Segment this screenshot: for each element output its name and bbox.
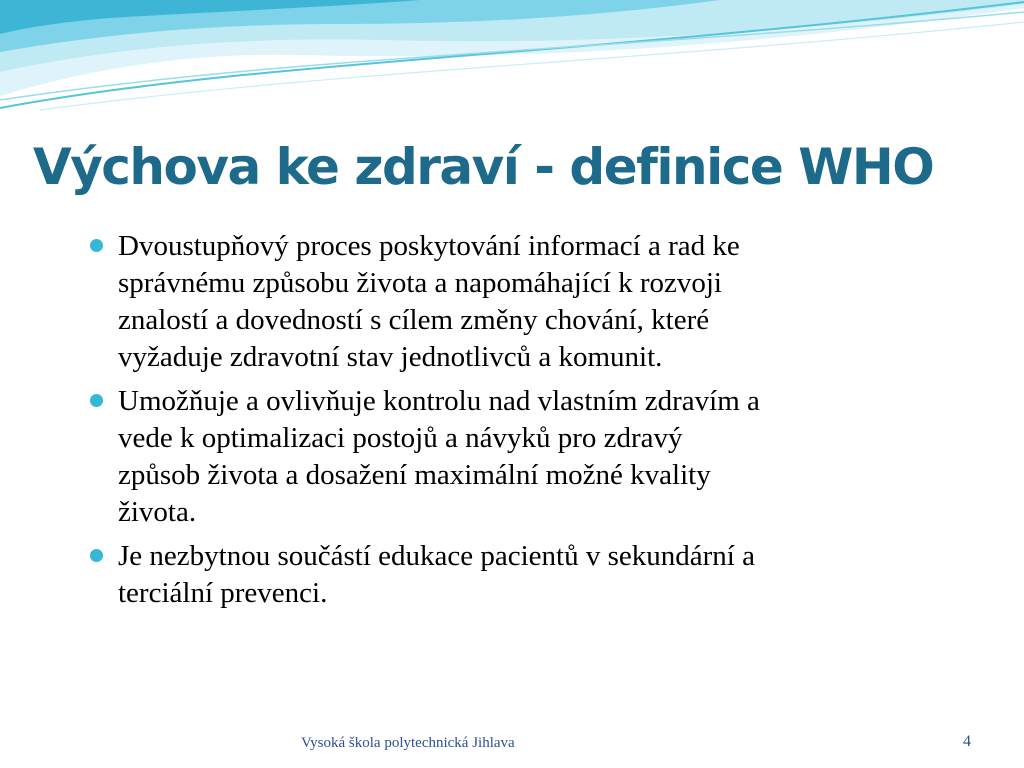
slide-title: Výchova ke zdraví - definice WHO xyxy=(33,138,934,196)
page-number: 4 xyxy=(963,733,971,750)
bullet-text-line: způsob života a dosažení maximální možné kvality xyxy=(118,459,711,491)
bullet-text-line: vyžaduje zdravotní stav jednotlivců a komunit. xyxy=(118,341,663,373)
bullet-text-line: znalostí a dovedností s cílem změny chování, které xyxy=(118,304,710,336)
bullet-list xyxy=(90,228,970,619)
bullet-text-line: života. xyxy=(118,496,197,528)
bullet-text-line: správnému způsobu života a napomáhající k rozvoji xyxy=(118,267,722,299)
bullet-item xyxy=(90,228,970,376)
bullet-item xyxy=(90,538,970,612)
bullet-text-line: Umožňuje a ovlivňuje kontrolu nad vlastním zdravím a xyxy=(118,385,760,417)
bullet-text-line: Je nezbytnou součástí edukace pacientů v sekundární a xyxy=(118,540,755,572)
header-wave-decoration xyxy=(0,0,1024,120)
bullet-text-line: vede k optimalizaci postojů a návyků pro zdravý xyxy=(118,422,683,454)
bullet-item xyxy=(90,383,970,531)
bullet-dot-icon xyxy=(90,394,103,407)
bullet-dot-icon xyxy=(90,549,103,562)
bullet-text-line: terciální prevenci. xyxy=(118,577,328,609)
bullet-dot-icon xyxy=(90,239,103,252)
bullet-text-line: Dvoustupňový proces poskytování informací a rad ke xyxy=(118,230,740,262)
footer-institution: Vysoká škola polytechnická Jihlava xyxy=(301,735,515,751)
